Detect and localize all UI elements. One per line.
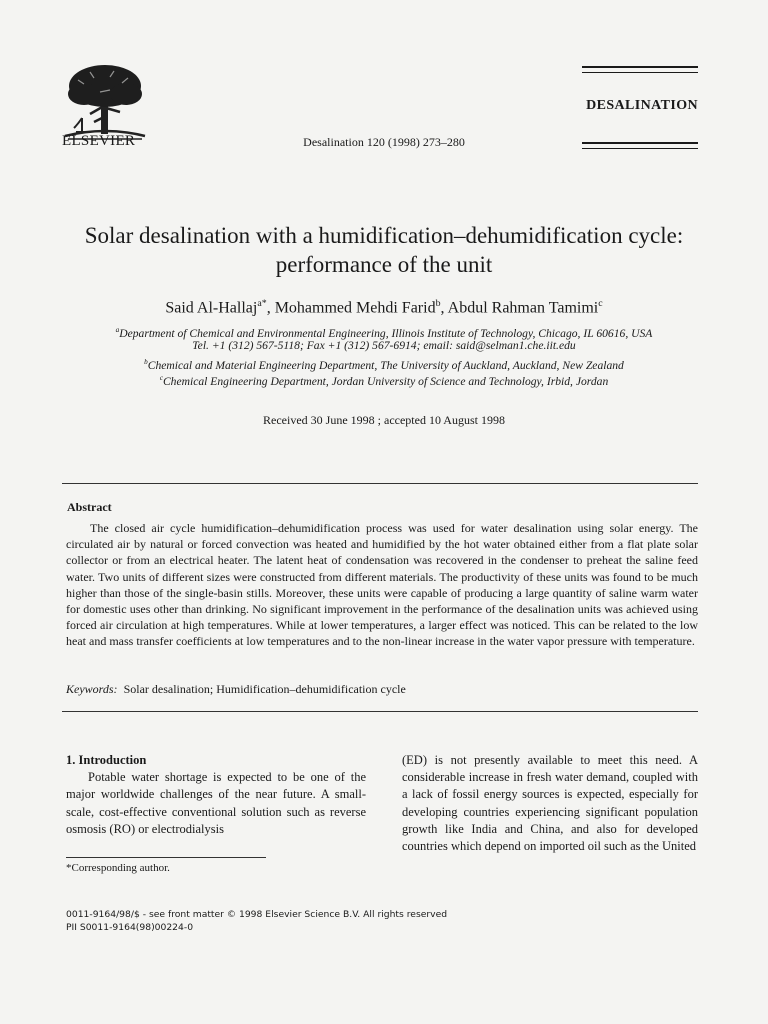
elsevier-tree-logo	[60, 62, 150, 140]
copyright-line: 0011-9164/98/$ - see front matter © 1998 Elsevier Science B.V. All rights reserved	[66, 909, 448, 920]
footnote: *Corresponding author.	[66, 862, 170, 874]
affiliation-c: $^c$Chemical Engineering Department, Jordan University of Science and Technology, Irbid, Jordan	[159, 374, 609, 388]
affiliation-b: $^b$Chemical and Material Engineering Department, The University of Auckland, Auckland, New Zealand	[144, 358, 624, 372]
journal-name: DESALINATION	[586, 98, 698, 113]
title-line-1: Solar desalination with a humidification–dehumidification cycle:	[84, 223, 684, 248]
author-name: Abdul Rahman Tamimi	[447, 299, 599, 317]
publisher-name: ELSEVIER	[62, 133, 136, 149]
journal-citation: Desalination 120 (1998) 273–280	[303, 135, 465, 149]
author-list: Said Al-Hallaj$^{a*}$, Mohammed Mehdi Farid$^b$, Abdul Rahman Tamimi$^c$	[165, 298, 603, 317]
author-sup: c	[598, 298, 603, 309]
article-title	[40, 221, 728, 279]
column-left	[66, 752, 366, 838]
copyright-notice	[66, 908, 447, 934]
title-line-2: performance of the unit	[275, 252, 493, 277]
affiliation-a: $^a$Department of Chemical and Environmental Engineering, Illinois Institute of Technology, Chicago, IL 60616, USA	[115, 326, 653, 340]
footnote-rule	[66, 857, 266, 858]
author-sup: a*	[257, 298, 267, 309]
author-name: Said Al-Hallaj	[165, 299, 258, 317]
author-sup: b	[435, 298, 441, 309]
keywords	[66, 682, 406, 697]
keywords-label: Keywords:	[66, 682, 118, 696]
journal-rule-top	[582, 66, 698, 73]
column-right	[402, 752, 698, 855]
author-name: Mohammed Mehdi Farid	[274, 299, 436, 317]
journal-rule-bottom	[582, 142, 698, 149]
intro-paragraph-left: Potable water shortage is expected to be one of the major worldwide challenges of the near future. A small-scale, cost-effective conventional solution such as reverse osmosis (RO) or electrodialysis	[66, 770, 366, 836]
section-heading: 1. Introduction	[66, 753, 147, 767]
received-dates: Received 30 June 1998 ; accepted 10 August 1998	[263, 413, 505, 427]
affiliation-contact: Tel. +1 (312) 567-5118; Fax +1 (312) 567-6914; email: said@selman1.che.iit.edu	[192, 339, 576, 352]
abstract-heading: Abstract	[67, 500, 112, 514]
pii-line: PII S0011-9164(98)00224-0	[66, 922, 194, 933]
keywords-text: Solar desalination; Humidification–dehumidification cycle	[123, 682, 406, 696]
abstract-body: The closed air cycle humidification–dehumidification process was used for water desalination using solar energy. The circulated air by natural or forced convection was heated and humidified by the hot water obtained either from a flat plate solar collector or from an electrical heater. The latent heat of condensation was recovered in the condenser to preheat the saline feed water. Two units of different sizes were constructed from different materials. The productivity of these units was found to be much higher than those of the single-basin stills. Moreover, these units were capable of producing a large quantity of saline warm water for domestic uses other than drinking. No significant improvement in the performance of the desalination units was achieved using forced air circulation at high temperatures. While at lower temperatures, a larger effect was noticed. This can be related to the low heat and mass transfer coefficients at low temperatures and to the non-linear increase in the water vapor pressure with temperature.	[66, 521, 698, 649]
rule-above-abstract	[62, 483, 698, 484]
rule-below-abstract	[62, 711, 698, 712]
intro-paragraph-right: (ED) is not presently available to meet this need. A considerable increase in fresh water demand, coupled with a lack of fossil energy sources is expected, especially for developing countries experiencing significant population growth like India and China, and also for developed countries which depend on imported oil such as the United	[402, 753, 698, 854]
